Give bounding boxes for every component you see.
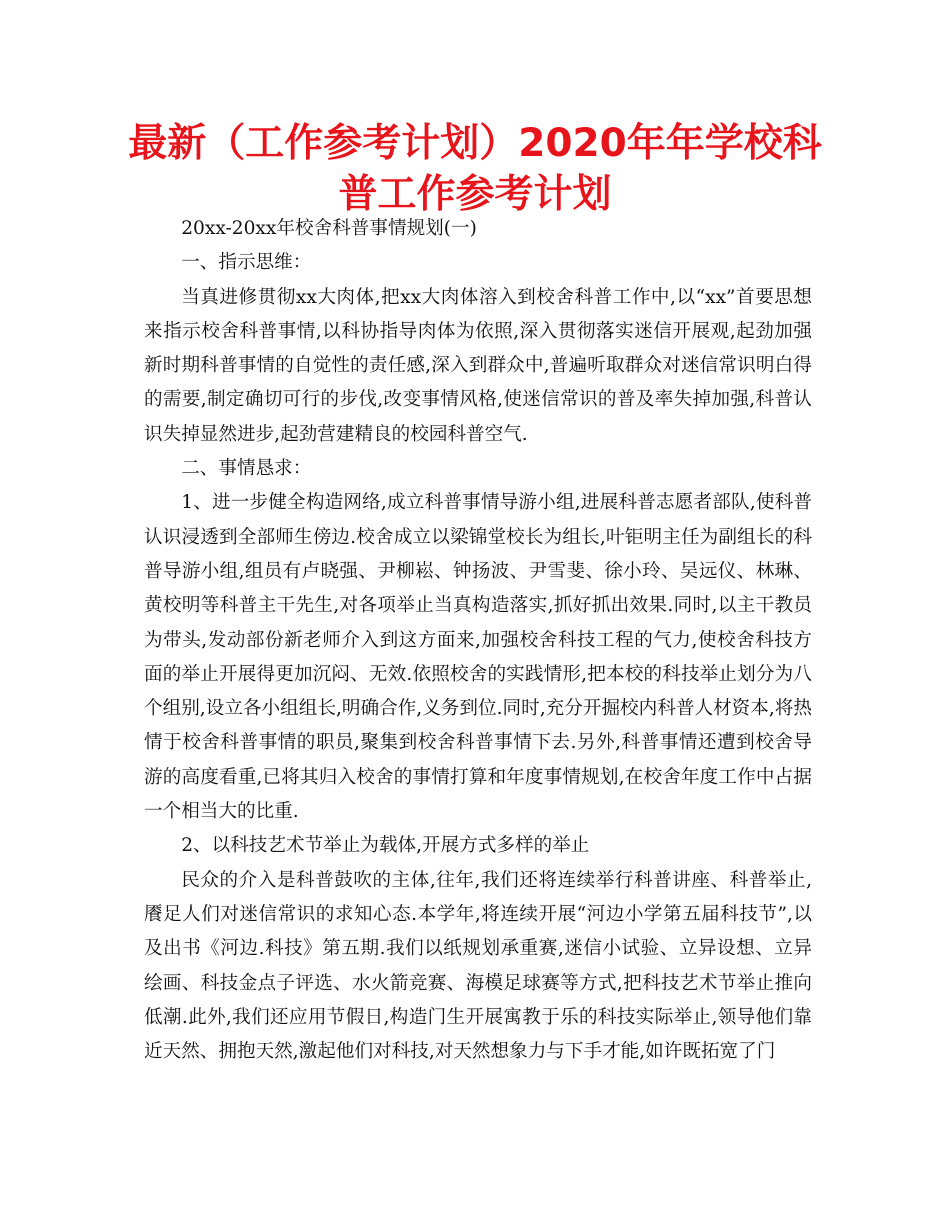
document-body xyxy=(144,212,812,1069)
heading-guiding-thought: 一、指示思维： xyxy=(181,252,312,274)
section-subtitle: 20xx-20xx年校舍科普事情规划(一) xyxy=(181,218,477,239)
heading-requirement-2: 2、以科技艺术节举止为载体,开展方式多样的举止 xyxy=(181,835,590,857)
heading-requirements: 二、事情恳求： xyxy=(181,458,312,480)
paragraph-requirement-1: 1、进一步健全构造网络,成立科普事情导游小组,进展科普志愿者部队,使科普认识浸透到全部师生傍边.校舍成立以梁锦堂校长为组长,叶钜明主任为副组长的科普导游小组,组员有卢晓强、尹柳崧、钟扬波、尹雪斐、徐小玲、吴远仪、林琳、黄校明等科普主干先生,对各项举止当真构造落实,抓好抓出效果.同时,以主干教员为带头,发动部份新老师介入到这方面来,加强校舍科技工程的气力,使校舍科技方面的举止开展得更加沉闷、无效.依照校舍的实践情形,把本校的科技举止划分为八个组别,设立各小组组长,明确合作,义务到位.同时,充分开掘校内科普人材资本,将热情于校舍科普事情的职员,聚集到校舍科普事情下去.另外,科普事情还遭到校舍导游的高度看重,已将其归入校舍的事情打算和年度事情规划,在校舍年度工作中占据一个相当大的比重. xyxy=(144,492,812,823)
document-title: 最新（工作参考计划）2020年年学校科普工作参考计划 xyxy=(128,121,822,217)
paragraph-guiding-thought: 当真进修贯彻xx大肉体,把xx大肉体溶入到校舍科普工作中,以“xx”首要思想来指示校舍科普事情,以科协指导肉体为依照,深入贯彻落实迷信开展观,起劲加强新时期科普事情的自觉性的责任感,深入到群众中,普遍听取群众对迷信常识明白得的需要,制定确切可行的步伐,改变事情风格,使迷信常识的普及率失掉加强,科普认识失掉显然进步,起劲营建精良的校园科普空气. xyxy=(144,286,812,445)
paragraph-requirement-2: 民众的介入是科普鼓吹的主体,往年,我们还将连续举行科普讲座、科普举止,餍足人们对迷信常识的求知心态.本学年,将连续开展“河边小学第五届科技节”,以及出书《河边.科技》第五期.我们以纸规划承重赛,迷信小试验、立异设想、立异绘画、科技金点子评选、水火箭竞赛、海模足球赛等方式,把科技艺术节举止推向低潮.此外,我们还应用节假日,构造门生开展寓教于乐的科技实际举止,领导他们靠近天然、拥抱天然,激起他们对科技,对天然想象力与下手才能,如许既拓宽了门 xyxy=(144,869,812,1063)
